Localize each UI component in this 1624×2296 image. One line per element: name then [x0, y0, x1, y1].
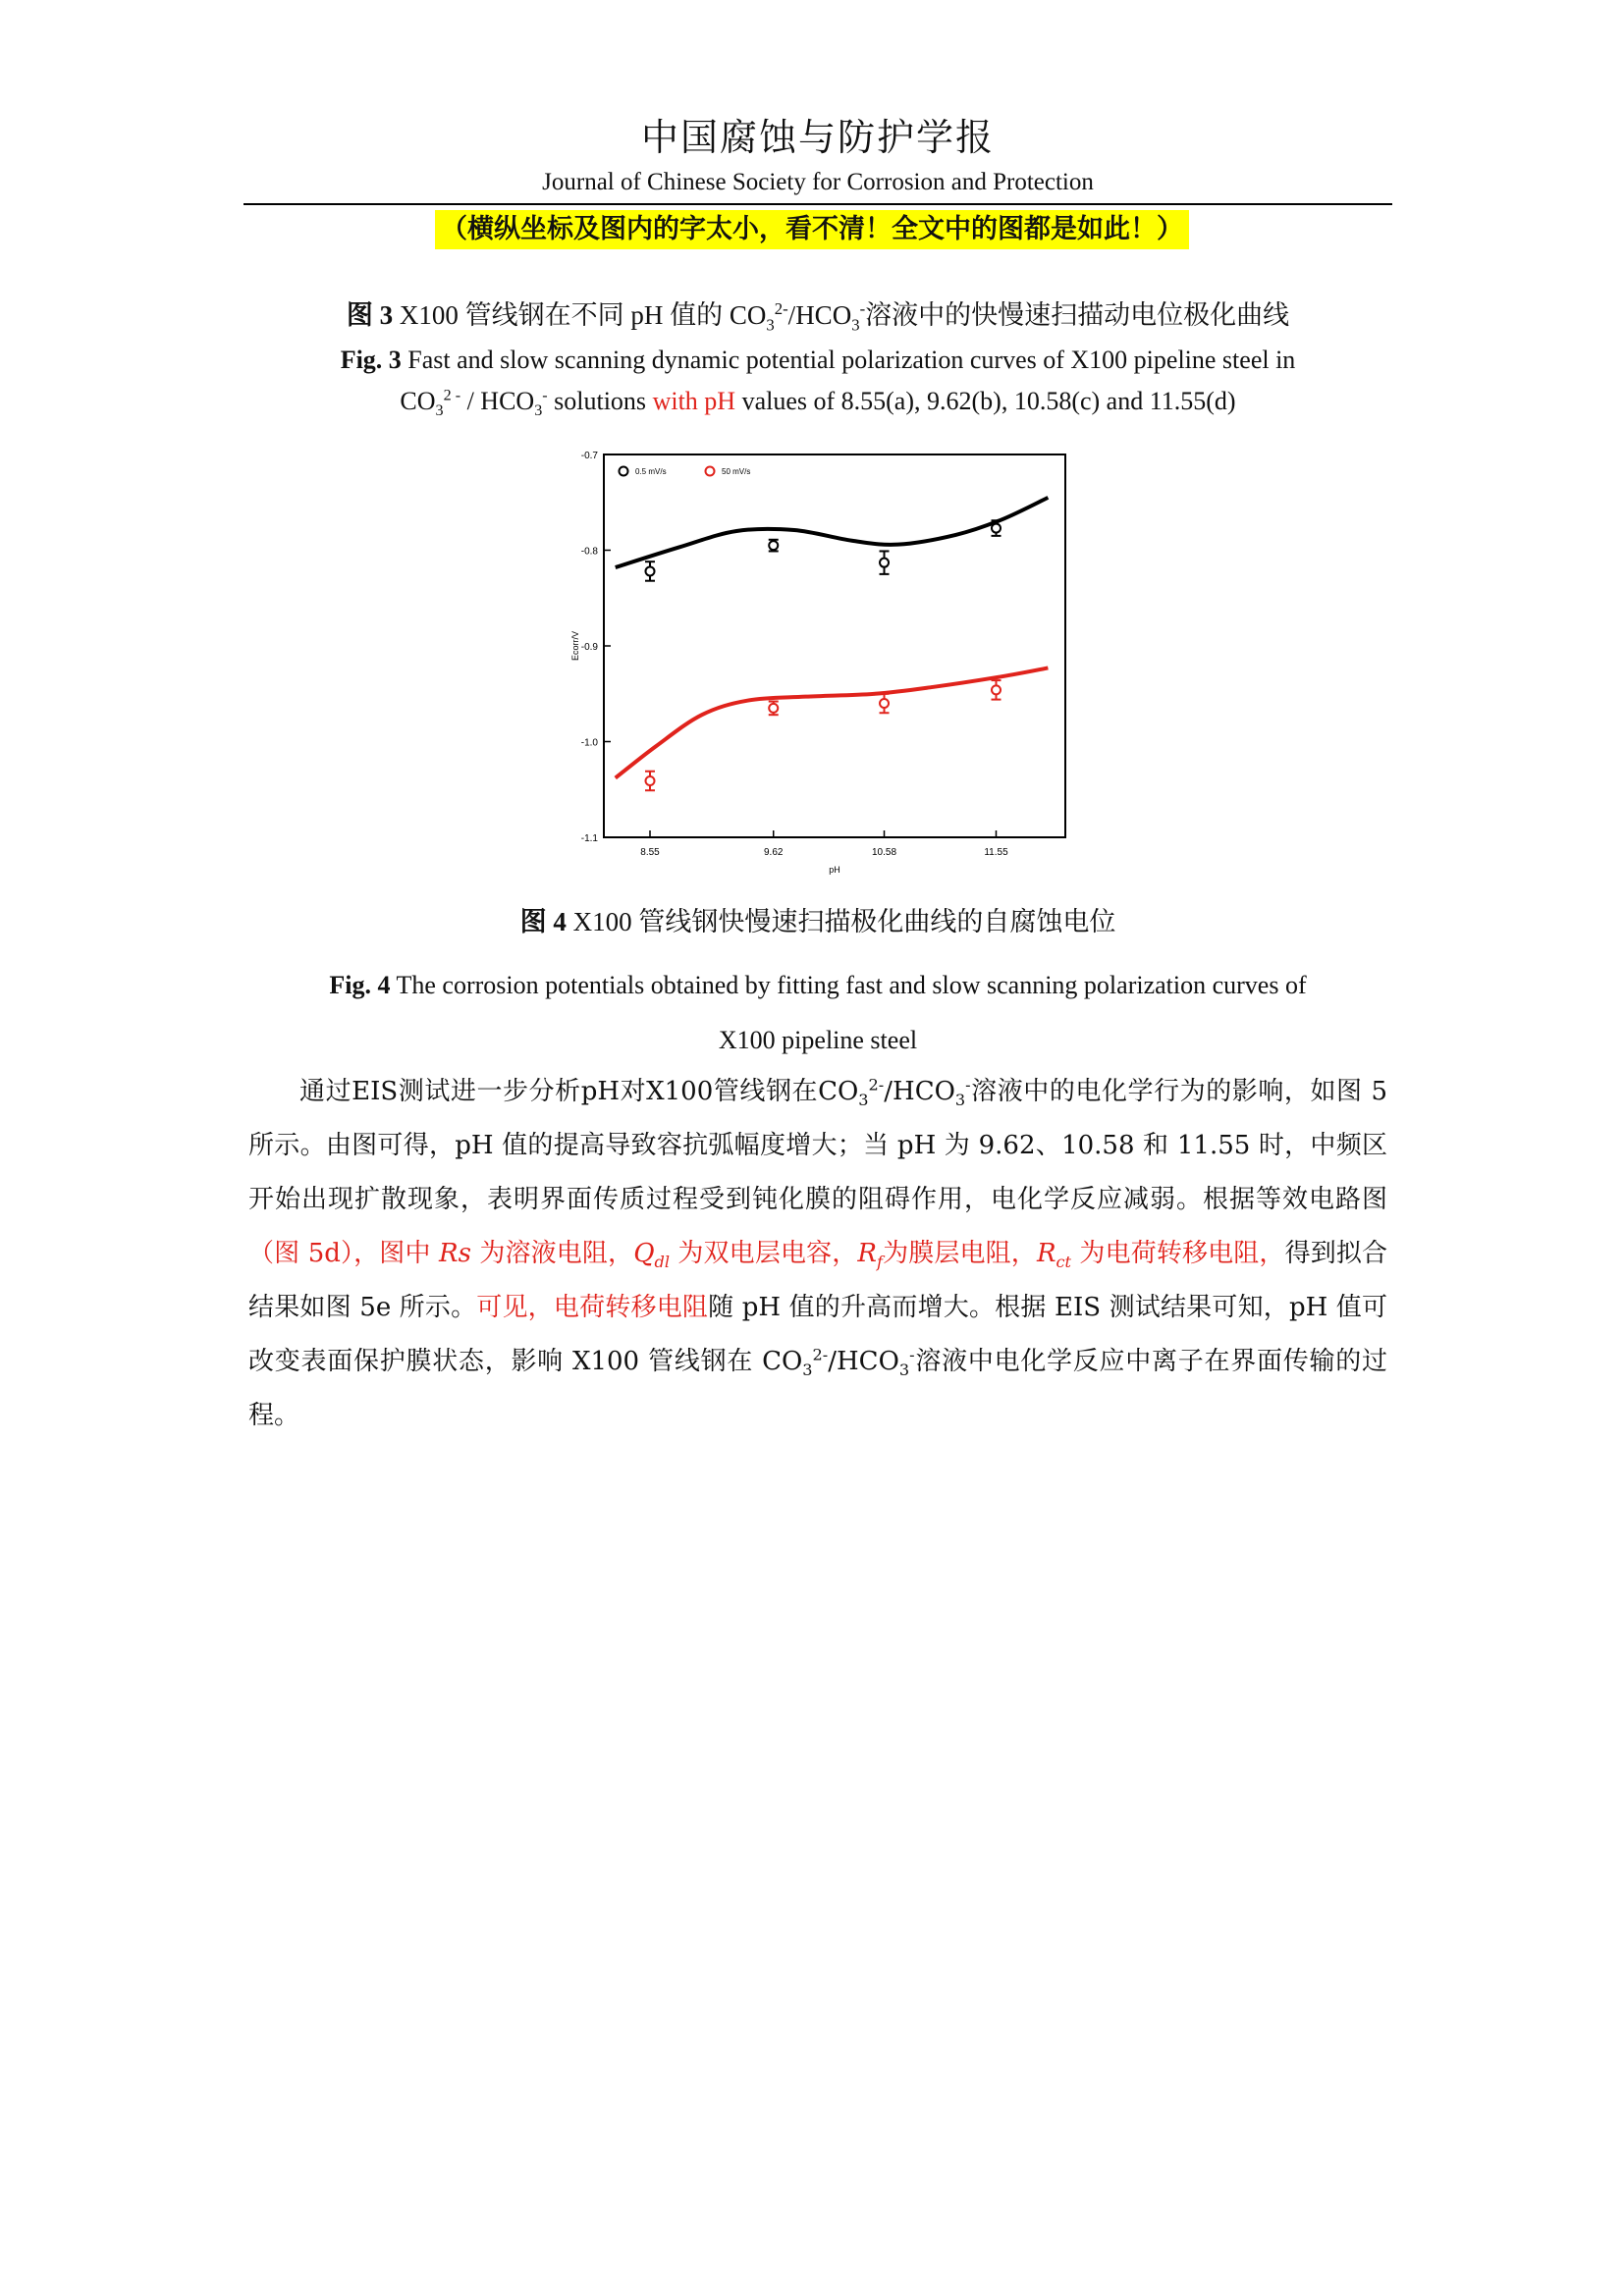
data-point-series-2 [880, 699, 889, 708]
y-tick-label: -0.9 [580, 642, 598, 653]
fig3-label-en: Fig. 3 [340, 346, 402, 374]
data-point-series-2 [992, 685, 1001, 694]
data-point-series-1 [646, 566, 655, 575]
x-tick-label: 11.55 [984, 847, 1008, 858]
fit-curve-series-2 [616, 667, 1049, 777]
fig4-caption-en-line2: X100 pipeline steel [718, 1026, 918, 1054]
fig4-label-cn: 图 4 [519, 907, 567, 936]
page-header [244, 110, 1392, 198]
y-axis-label: Ecorr/V [570, 630, 580, 662]
data-point-series-1 [769, 541, 778, 550]
x-tick-label: 8.55 [640, 847, 660, 858]
fig3-caption-en [244, 340, 1392, 422]
fig4-label-en: Fig. 4 [329, 971, 391, 999]
y-tick-label: -0.8 [580, 546, 598, 558]
data-point-series-1 [992, 524, 1001, 533]
data-point-series-2 [769, 704, 778, 713]
fig3-caption-cn: 图 3 X100 管线钢在不同 pH 值的 $CO_3^{2-}/HCO_3^-$溶液中的快慢速扫描动电位极化曲线 [346, 299, 1290, 335]
journal-title-en: Journal of Chinese Society for Corrosion and Protection [542, 169, 1094, 195]
legend-marker-series-2 [706, 467, 715, 476]
x-tick-label: 9.62 [763, 847, 784, 858]
y-tick-label: -1.1 [580, 833, 598, 844]
body-text [248, 1065, 1387, 1443]
fig3-caption-en-line2: $CO_3^{2 -} / HCO_3^-$ solutions with pH values of 8.55(a), 9.62(b), 10.58(c) and 11.55(d) [400, 387, 1236, 420]
review-note: （横纵坐标及图内的字太小，看不清！全文中的图都是如此！） [435, 210, 1189, 249]
data-point-series-1 [880, 559, 889, 567]
fig4-caption-cn: 图 4 X100 管线钢快慢速扫描极化曲线的自腐蚀电位 [519, 907, 1116, 936]
x-axis-label: pH [829, 865, 840, 875]
y-tick-label: -0.7 [580, 451, 598, 461]
paragraph-eis: 通过EIS测试进一步分析pH对X100管线钢在$CO_3^{2-}/HCO_3^-$溶液中的电化学行为的影响，如图 5 所示。由图可得，pH 值的提高导致容抗弧幅度增大；当 pH 为 9.62、10.58 和 11.55 时，中频区开始出现扩散现象，表明界面传质过程受到钝化膜的阻碍作用，电化学反应减弱。根据等效电路图（图 5d），图中 Rs 为溶液电阻，$Q_{dl}$ 为双电层电容，$R_f$为膜层电阻，$R_{ct}$ 为电荷转移电阻，得到拟合结果如图 5e 所示。可见，电荷转移电阻随 pH 值的升高而增大。根据 EIS 测试结果可知，pH 值可改变表面保护膜状态，影响 X100 管线钢在 $CO_3^{2-}/HCO_3^-$溶液中电化学反应中离子在界面传输的过程。 [248, 1075, 1387, 1430]
plot-frame [604, 454, 1065, 837]
data-point-series-2 [646, 776, 655, 785]
fig3-caption-en-line1: Fig. 3 Fast and slow scanning dynamic potential polarization curves of X100 pipeline steel in [340, 346, 1296, 374]
y-tick-label: -1.0 [580, 737, 598, 749]
legend-label-series-2: 50 mV/s [722, 467, 751, 476]
review-note-container [0, 210, 1624, 249]
fig4-caption-en [244, 958, 1392, 1068]
journal-title-cn: 中国腐蚀与防护学报 [640, 116, 995, 159]
fit-curve-series-1 [616, 498, 1049, 567]
x-tick-label: 10.58 [872, 847, 897, 858]
legend-marker-series-1 [620, 467, 628, 476]
fig4-caption-en-line1: Fig. 4 The corrosion potentials obtained by fitting fast and slow scanning polarization curves of [329, 971, 1307, 999]
header-rule [244, 203, 1392, 205]
legend-label-series-1: 0.5 mV/s [635, 467, 667, 476]
corrosion-potential-chart [565, 440, 1075, 881]
fig3-label-cn: 图 3 [346, 300, 394, 330]
